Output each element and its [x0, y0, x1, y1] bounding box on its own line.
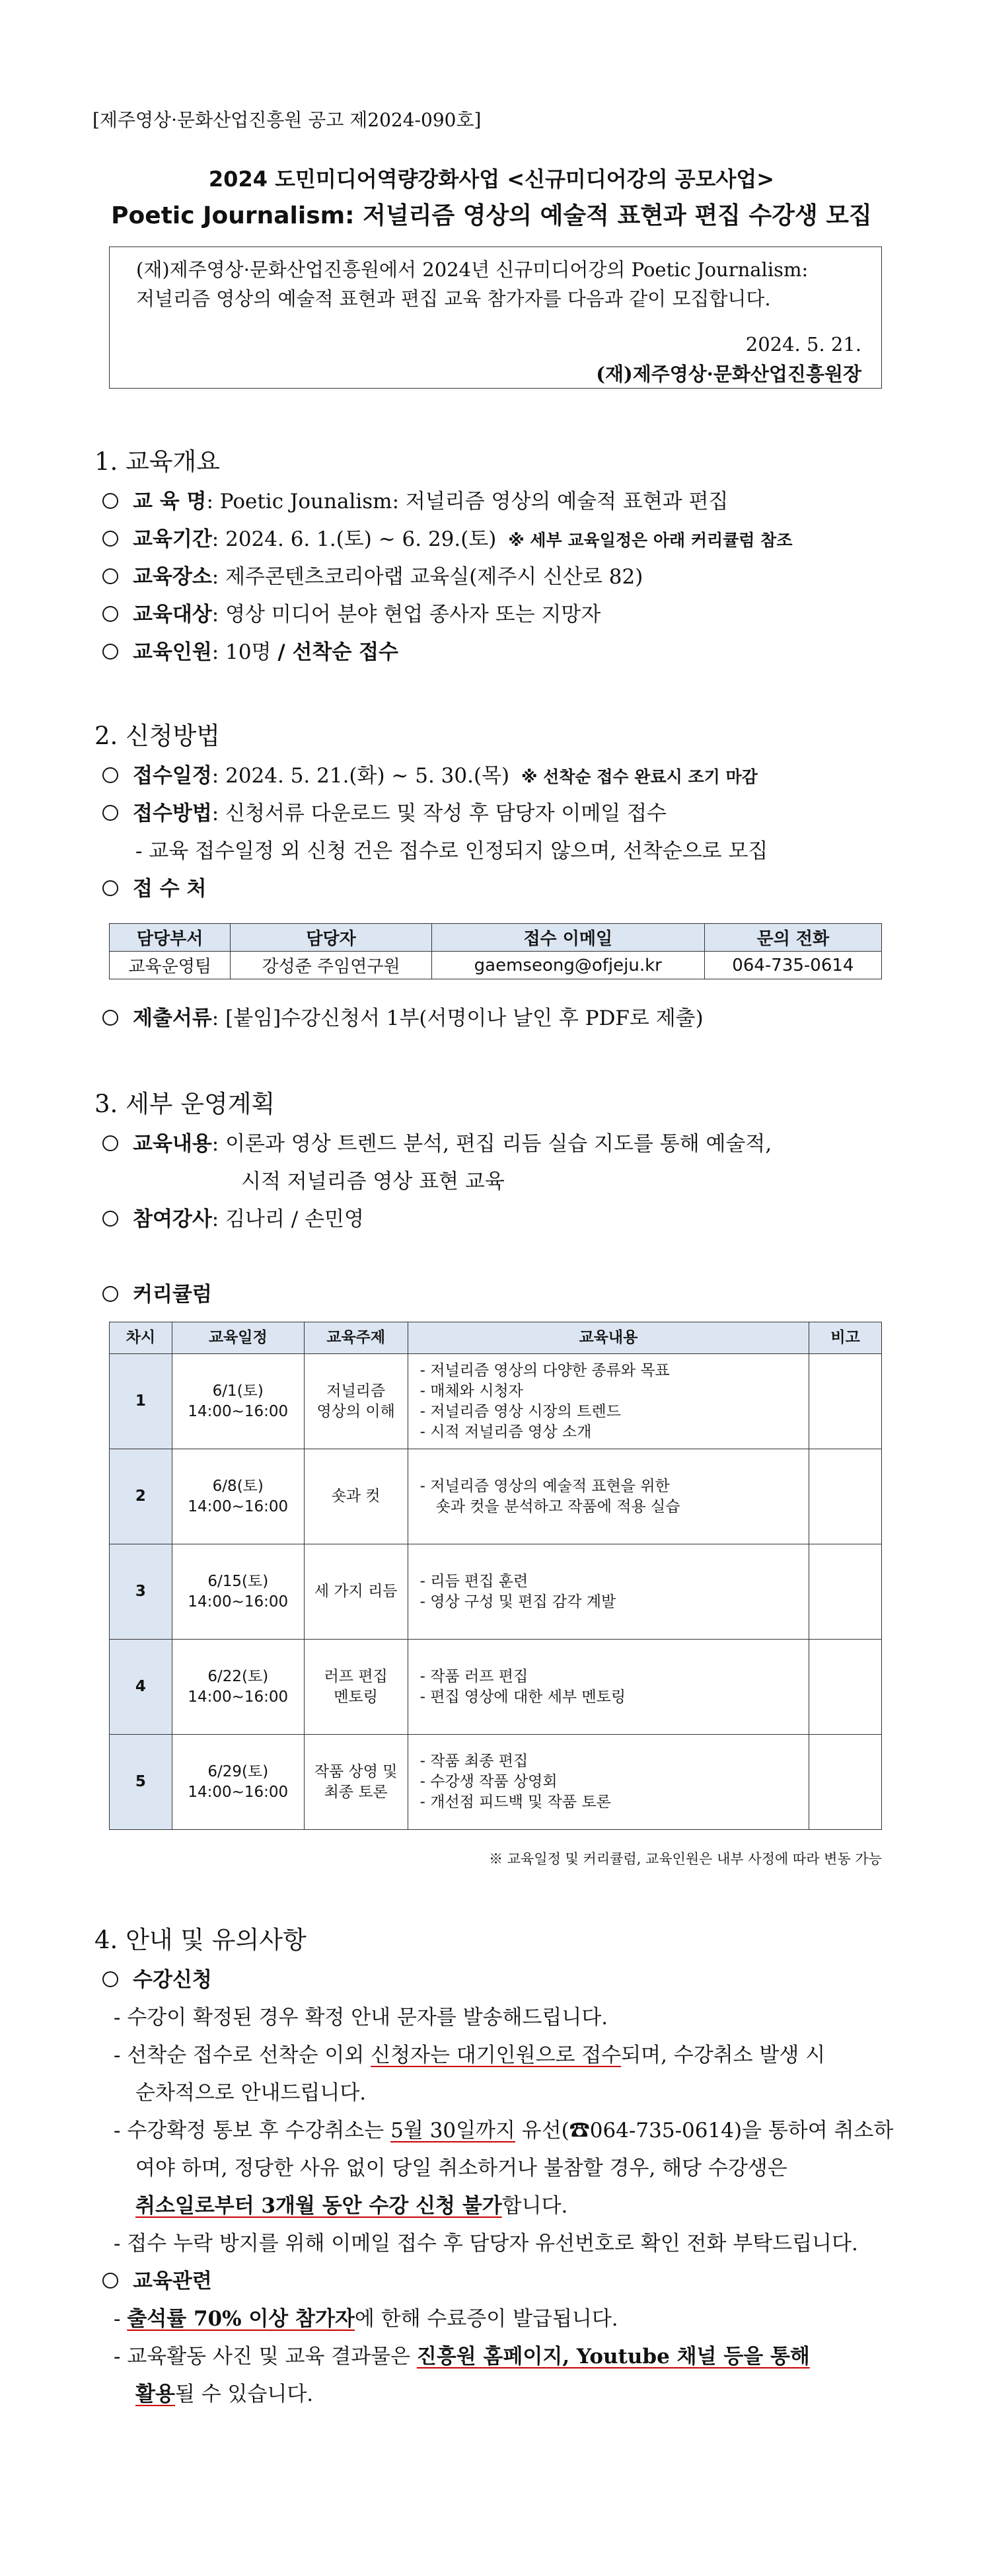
- contact-table: [109, 923, 882, 979]
- intro-org: (재)제주영상·문화산업진흥원장: [596, 363, 861, 385]
- bullet-circle-icon: [102, 1211, 118, 1227]
- curriculum-heading: 커리큘럼: [102, 1277, 212, 1307]
- enroll-line-3b: 여야 하며, 정당한 사유 없이 당일 취소하거나 불참할 경우, 해당 수강생은: [135, 2156, 787, 2180]
- edu-related-line-1: - 출석률 70% 이상 참가자에 한해 수료증이 발급됩니다.: [114, 2307, 618, 2331]
- bullet-circle-icon: [102, 568, 118, 584]
- edu-content-line-2: 시적 저널리즘 영상 표현 교육: [241, 1170, 505, 1193]
- bullet-circle-icon: [102, 2273, 118, 2289]
- enroll-line-2b: 순차적으로 안내드립니다.: [135, 2081, 367, 2105]
- intro-line-1: (재)제주영상·문화산업진흥원에서 2024년 신규미디어강의 Poetic Journalism:: [136, 258, 809, 281]
- bullet-circle-icon: [102, 880, 118, 896]
- intro-box: [109, 246, 882, 389]
- bullet-circle-icon: [102, 1971, 118, 1987]
- contact-phone: 064-735-0614: [704, 952, 881, 979]
- intro-date: 2024. 5. 21.: [745, 333, 861, 356]
- section1-item-capacity: 교육인원: 10명 / 선착순 접수: [102, 635, 398, 665]
- bullet-circle-icon: [102, 606, 118, 622]
- curriculum-table: [109, 1322, 882, 1830]
- notice-number: [제주영상·문화산업진흥원 공고 제2024-090호]: [92, 109, 482, 131]
- section1-item-name: 교 육 명: Poetic Jounalism: 저널리즘 영상의 예술적 표현과 편집: [102, 484, 728, 514]
- bullet-circle-icon: [102, 1286, 118, 1302]
- section3-heading: 3. 세부 운영계획: [94, 1090, 275, 1118]
- table-row: 3 6/15(토) 14:00~16:00 세 가지 리듬 - 리듬 편집 훈련 - 영상 구성 및 편집 감각 계발: [110, 1544, 882, 1640]
- enroll-line-3c: 취소일로부터 3개월 동안 수강 신청 불가합니다.: [135, 2194, 568, 2218]
- section1-item-target: 교육대상: 영상 미디어 분야 현업 종사자 또는 지망자: [102, 597, 601, 627]
- contact-email[interactable]: gaemseong@ofjeju.kr: [431, 952, 704, 979]
- curriculum-header-topic: 교육주제: [304, 1322, 408, 1354]
- bullet-circle-icon: [102, 1010, 118, 1026]
- table-row: 2 6/8(토) 14:00~16:00 숏과 컷 - 저널리즘 영상의 예술적 표현을 위한 숏과 컷을 분석하고 작품에 적용 실습: [110, 1449, 882, 1544]
- enroll-heading: 수강신청: [102, 1963, 212, 1992]
- edu-related-heading: 교육관련: [102, 2264, 212, 2294]
- bullet-circle-icon: [102, 493, 118, 509]
- curriculum-header-date: 교육일정: [172, 1322, 304, 1354]
- instructors: 참여강사: 김나리 / 손민영: [102, 1202, 364, 1232]
- curriculum-header-note: 비고: [809, 1322, 882, 1354]
- contact-dept: 교육운영팀: [110, 952, 231, 979]
- table-row: 5 6/29(토) 14:00~16:00 작품 상영 및 최종 토론 - 작품 최종 편집 - 수강생 작품 상영회 - 개선점 피드백 및 작품 토론: [110, 1735, 882, 1830]
- section2-heading: 2. 신청방법: [94, 722, 221, 750]
- enroll-line-3: - 수강확정 통보 후 수강취소는 5월 30일까지 유선(☎064-735-0614)을 통하여 취소하: [114, 2119, 894, 2142]
- title-line-1: 2024 도민미디어역량강화사업 <신규미디어강의 공모사업>: [208, 167, 775, 192]
- curriculum-header-content: 교육내용: [408, 1322, 809, 1354]
- curriculum-header-no: 차시: [110, 1322, 172, 1354]
- enroll-line-2: - 선착순 접수로 선착순 이외 신청자는 대기인원으로 접수되며, 수강취소 발생 시: [114, 2043, 826, 2067]
- apply-period: 접수일정: 2024. 5. 21.(화) ~ 5. 30.(목) ※ 선착순 접수 완료시 조기 마감: [102, 759, 758, 788]
- edu-content: 교육내용: 이론과 영상 트렌드 분석, 편집 리듬 실습 지도를 통해 예술적,: [102, 1127, 772, 1156]
- contact-heading: 접 수 처: [102, 872, 206, 901]
- section1-item-period: 교육기간: 2024. 6. 1.(토) ~ 6. 29.(토) ※ 세부 교육일정은 아래 커리큘럼 참조: [102, 522, 792, 552]
- edu-related-line-2b: 활용될 수 있습니다.: [135, 2382, 314, 2406]
- section1-heading: 1. 교육개요: [94, 447, 221, 476]
- contact-person: 강성준 주임연구원: [231, 952, 431, 979]
- contact-header-dept: 담당부서: [110, 924, 231, 952]
- intro-line-2: 저널리즘 영상의 예술적 표현과 편집 교육 참가자를 다음과 같이 모집합니다.: [136, 287, 771, 310]
- submit-docs: 제출서류: [붙임]수강신청서 1부(서명이나 날인 후 PDF로 제출): [102, 1001, 704, 1031]
- curriculum-note: ※ 교육일정 및 커리큘럼, 교육인원은 내부 사정에 따라 변동 가능: [489, 1851, 882, 1867]
- section1-item-place: 교육장소: 제주콘텐츠코리아랩 교육실(제주시 신산로 82): [102, 560, 643, 589]
- section4-heading: 4. 안내 및 유의사항: [94, 1926, 307, 1954]
- edu-related-line-2: - 교육활동 사진 및 교육 결과물은 진흥원 홈페이지, Youtube 채널 등을 통해: [114, 2345, 810, 2368]
- contact-header-person: 담당자: [231, 924, 431, 952]
- table-row: 1 6/1(토) 14:00~16:00 저널리즘 영상의 이해 - 저널리즘 영상의 다양한 종류와 목표 - 매체와 시청자 - 저널리즘 영상 시장의 트렌드 - 시적 저널리즘 영상 소개: [110, 1354, 882, 1449]
- bullet-circle-icon: [102, 1135, 118, 1151]
- table-row: 4 6/22(토) 14:00~16:00 러프 편집 멘토링 - 작품 러프 편집 - 편집 영상에 대한 세부 멘토링: [110, 1640, 882, 1735]
- intro-text: [136, 255, 856, 313]
- apply-method-sub: - 교육 접수일정 외 신청 건은 접수로 인정되지 않으며, 선착순으로 모집: [135, 839, 768, 863]
- contact-header-phone: 문의 전화: [704, 924, 881, 952]
- bullet-circle-icon: [102, 644, 118, 660]
- bullet-circle-icon: [102, 805, 118, 821]
- page-title: Poetic Journalism: 저널리즘 영상의 예술적 표현과 편집 수강생 모집: [111, 202, 872, 229]
- contact-header-email: 접수 이메일: [431, 924, 704, 952]
- enroll-line-1: - 수강이 확정된 경우 확정 안내 문자를 발송해드립니다.: [114, 2006, 608, 2029]
- bullet-circle-icon: [102, 767, 118, 783]
- apply-method: 접수방법: 신청서류 다운로드 및 작성 후 담당자 이메일 접수: [102, 796, 667, 826]
- enroll-line-4: - 접수 누락 방지를 위해 이메일 접수 후 담당자 유선번호로 확인 전화 부탁드립니다.: [114, 2232, 858, 2255]
- bullet-circle-icon: [102, 531, 118, 547]
